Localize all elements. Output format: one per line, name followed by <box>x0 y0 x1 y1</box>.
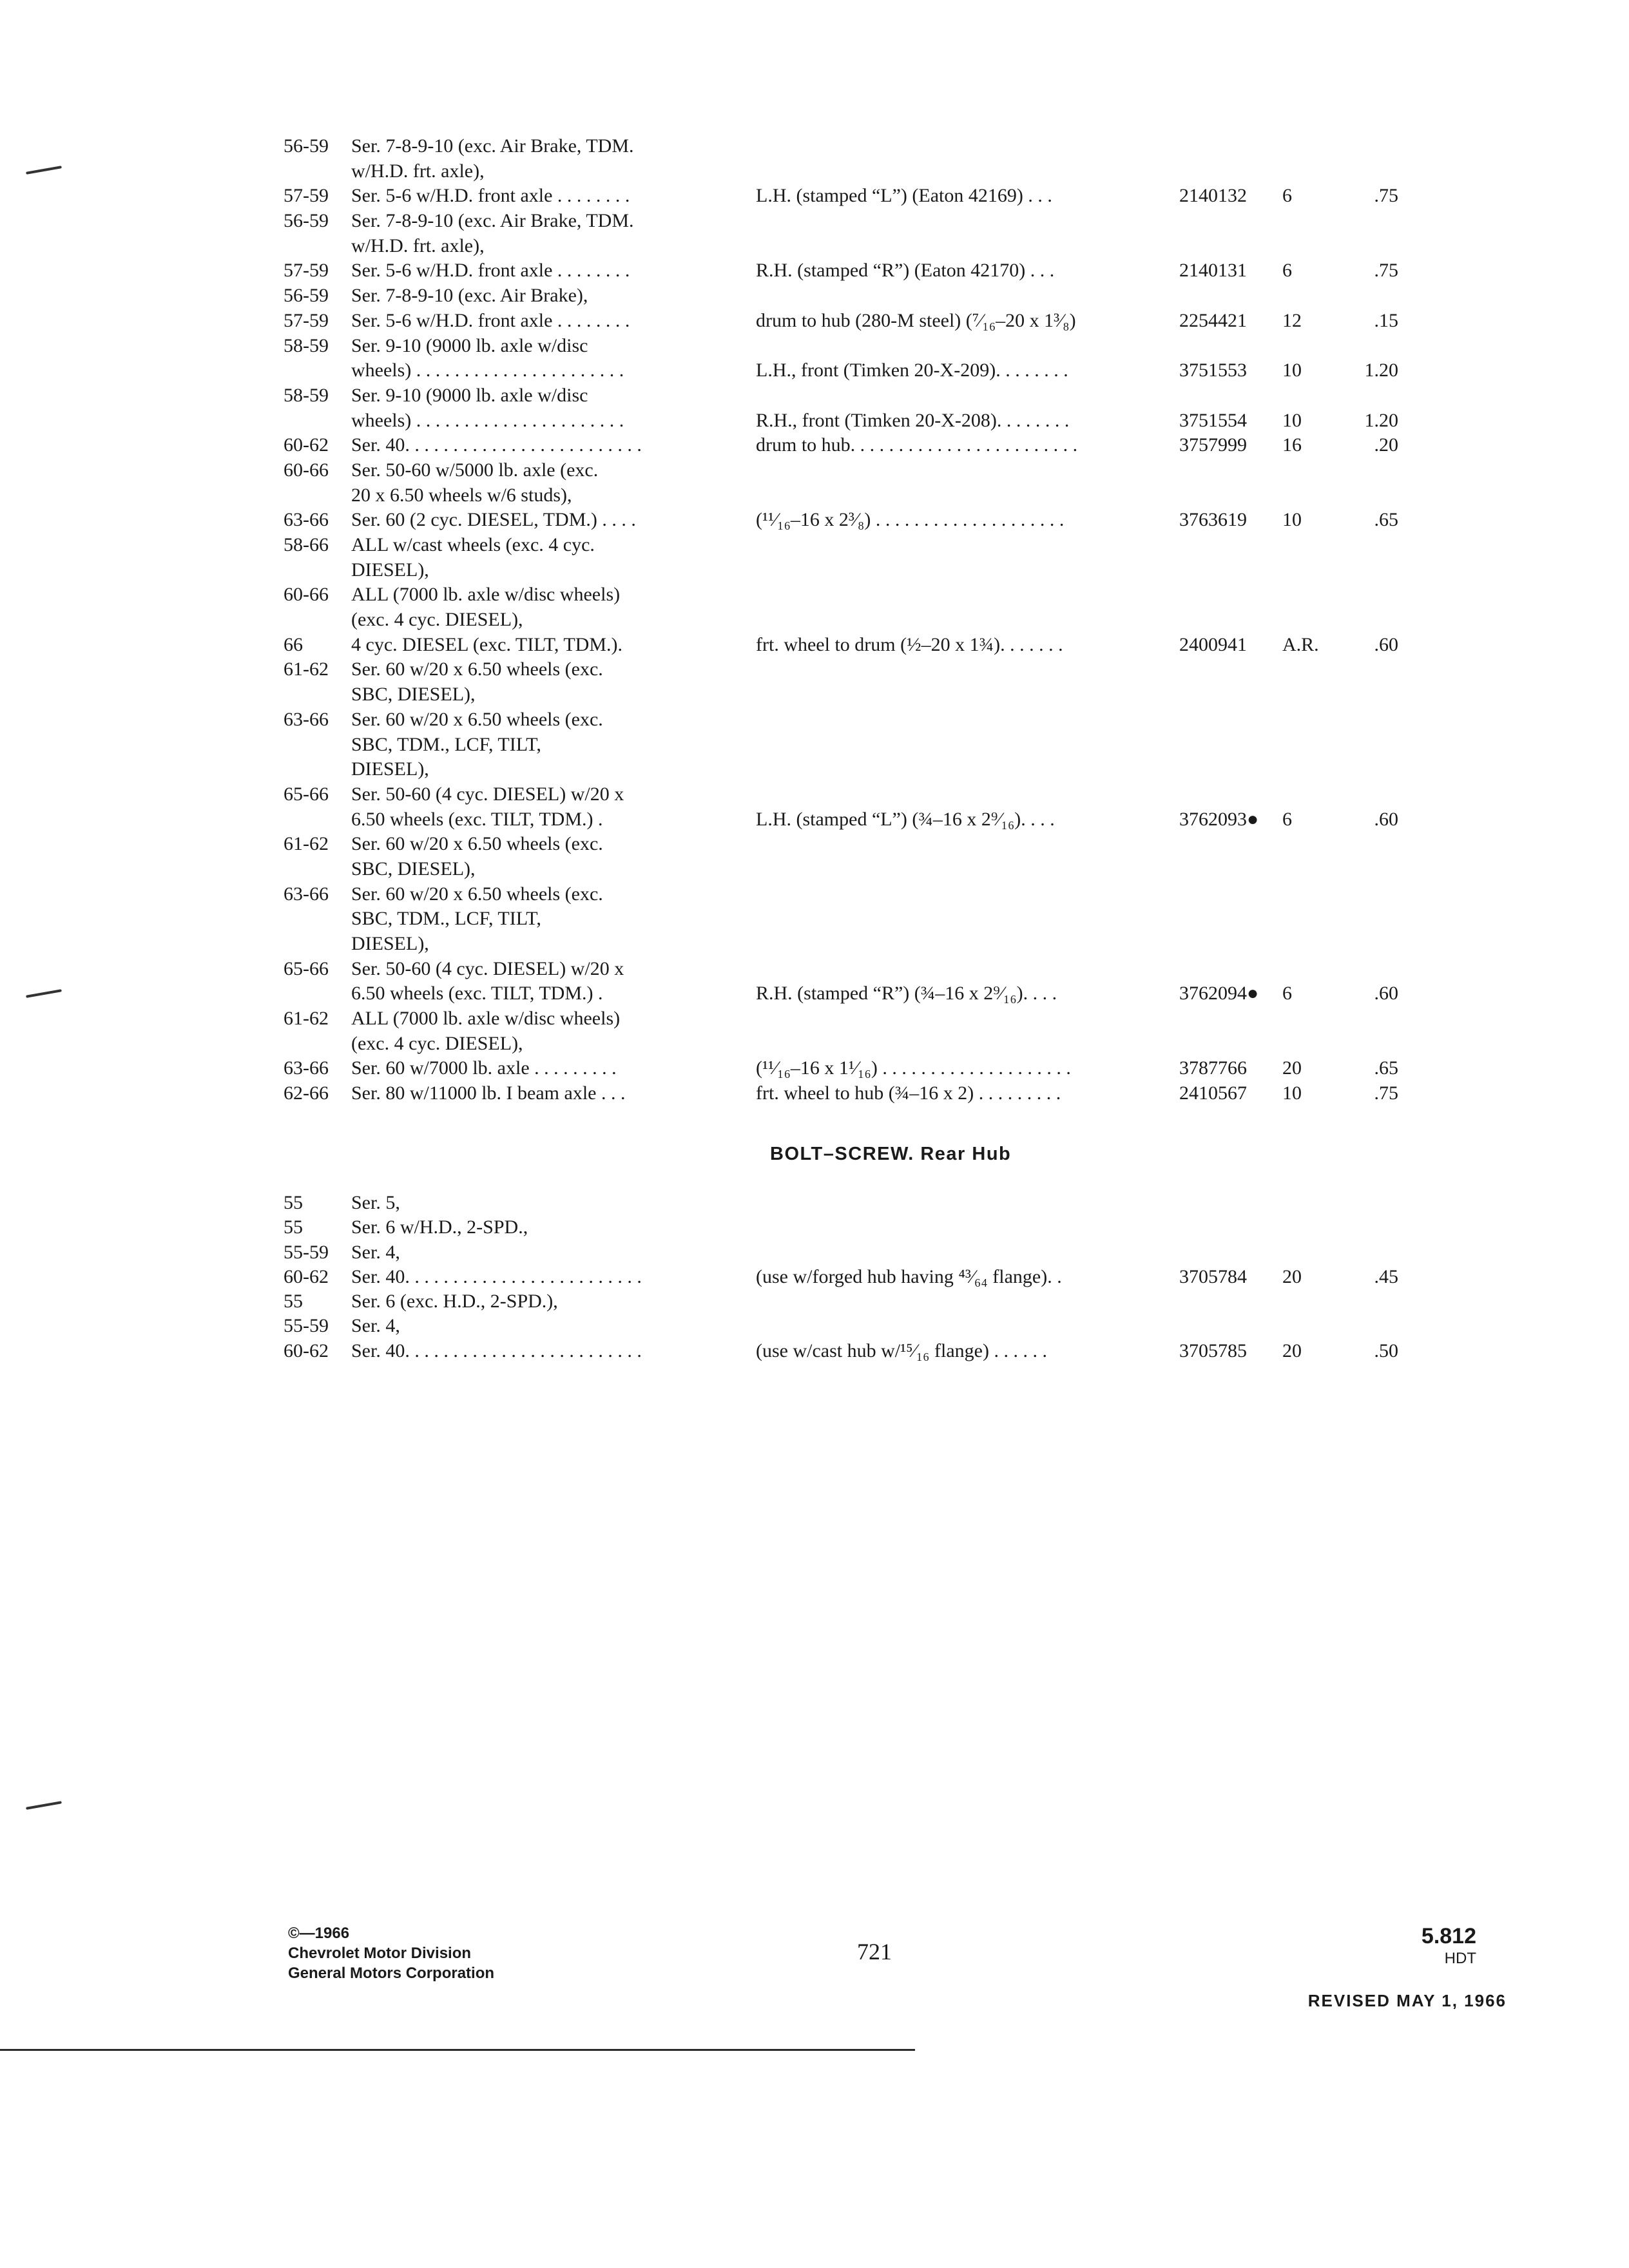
application: R.H. (stamped “R”) (Eaton 42170) . . . <box>756 260 1055 282</box>
table-row <box>284 284 1424 309</box>
part-number: 2140132 <box>1179 185 1247 207</box>
model-description: DIESEL), <box>351 758 429 780</box>
price: .50 <box>1374 1340 1398 1361</box>
part-number: 3762094● <box>1179 983 1259 1004</box>
model-description: w/H.D. frt. axle), <box>351 235 485 256</box>
application: drum to hub. . . . . . . . . . . . . . . . . . . . . . . . <box>756 434 1078 456</box>
year-range: 58-59 <box>284 384 329 406</box>
part-number: 3762093● <box>1179 808 1259 830</box>
application: R.H. (stamped “R”) (¾–16 x 2⁹⁄₁₆). . . . <box>756 983 1057 1004</box>
application: (use w/cast hub w/¹⁵⁄₁₆ flange) . . . . . . <box>756 1340 1047 1361</box>
front-hub-bolt-table <box>284 134 1424 1106</box>
table-row <box>284 907 1424 932</box>
table-row <box>284 383 1424 408</box>
year-range: 60-62 <box>284 1340 329 1361</box>
model-description: Ser. 50-60 (4 cyc. DIESEL) w/20 x <box>351 957 624 979</box>
quantity: 6 <box>1282 983 1292 1004</box>
year-range: 65-66 <box>284 783 329 805</box>
year-range: 63-66 <box>284 883 329 905</box>
price: .75 <box>1374 260 1398 282</box>
table-row <box>284 608 1424 633</box>
model-description: Ser. 40. . . . . . . . . . . . . . . . . . . . . . . . . <box>351 434 642 456</box>
corporation-line: General Motors Corporation <box>288 1965 495 1982</box>
year-range: 66 <box>284 633 303 655</box>
part-number: 3705784 <box>1179 1265 1247 1287</box>
rear-hub-bolt-table <box>284 1191 1424 1363</box>
section-code-block <box>1422 1923 1476 1968</box>
model-description: Ser. 50-60 w/5000 lb. axle (exc. <box>351 459 599 481</box>
model-description: 20 x 6.50 wheels w/6 studs), <box>351 484 572 506</box>
table-row <box>284 533 1424 558</box>
table-row <box>284 1314 1424 1338</box>
quantity: 16 <box>1282 434 1302 456</box>
year-range: 60-62 <box>284 434 329 456</box>
model-description: wheels) . . . . . . . . . . . . . . . . . . . . . . <box>351 409 624 431</box>
model-description: Ser. 80 w/11000 lb. I beam axle . . . <box>351 1082 626 1104</box>
price: .75 <box>1374 1082 1398 1104</box>
table-row <box>284 957 1424 982</box>
model-description: ALL (7000 lb. axle w/disc wheels) <box>351 1008 621 1030</box>
price: .45 <box>1374 1265 1398 1287</box>
price: .65 <box>1374 1057 1398 1079</box>
model-description: 4 cyc. DIESEL (exc. TILT, TDM.). <box>351 633 623 655</box>
year-range: 55 <box>284 1192 303 1213</box>
model-description: Ser. 5, <box>351 1192 400 1213</box>
quantity: 6 <box>1282 260 1292 282</box>
price: 1.20 <box>1364 409 1398 431</box>
table-row <box>284 981 1424 1006</box>
price: 1.20 <box>1364 360 1398 381</box>
table-row <box>284 1006 1424 1032</box>
year-range: 55 <box>284 1291 303 1312</box>
part-number: 3757999 <box>1179 434 1247 456</box>
model-description: 6.50 wheels (exc. TILT, TDM.) . <box>351 983 603 1004</box>
year-range: 57-59 <box>284 185 329 207</box>
part-number: 3751553 <box>1179 360 1247 381</box>
quantity: 10 <box>1282 360 1302 381</box>
model-description: Ser. 4, <box>351 1241 400 1263</box>
model-description: Ser. 40. . . . . . . . . . . . . . . . . . . . . . . . . <box>351 1265 642 1287</box>
table-row <box>284 309 1424 334</box>
year-range: 57-59 <box>284 260 329 282</box>
model-description: SBC, TDM., LCF, TILT, <box>351 733 541 755</box>
year-range: 55-59 <box>284 1241 329 1263</box>
part-number: 3787766 <box>1179 1057 1247 1079</box>
model-description: Ser. 60 w/20 x 6.50 wheels (exc. <box>351 658 603 680</box>
quantity: A.R. <box>1282 633 1319 655</box>
model-description: (exc. 4 cyc. DIESEL), <box>351 609 523 631</box>
section-code: HDT <box>1444 1950 1476 1967</box>
year-range: 58-66 <box>284 534 329 555</box>
model-description: Ser. 5-6 w/H.D. front axle . . . . . . . . <box>351 260 630 282</box>
model-description: Ser. 5-6 w/H.D. front axle . . . . . . . . <box>351 185 630 207</box>
model-description: DIESEL), <box>351 559 429 581</box>
model-description: SBC, TDM., LCF, TILT, <box>351 908 541 930</box>
table-row <box>284 633 1424 658</box>
model-description: Ser. 60 w/7000 lb. axle . . . . . . . . . <box>351 1057 617 1079</box>
binder-hole-mark <box>26 1801 62 1810</box>
model-description: Ser. 9-10 (9000 lb. axle w/disc <box>351 334 588 356</box>
year-range: 56-59 <box>284 210 329 232</box>
quantity: 6 <box>1282 808 1292 830</box>
table-row <box>284 458 1424 483</box>
table-row <box>284 682 1424 707</box>
year-range: 56-59 <box>284 285 329 307</box>
part-number: 2400941 <box>1179 633 1247 655</box>
price: .65 <box>1374 509 1398 531</box>
year-range: 63-66 <box>284 1057 329 1079</box>
quantity: 20 <box>1282 1340 1302 1361</box>
year-range: 55-59 <box>284 1315 329 1337</box>
table-row <box>284 433 1424 458</box>
division-line: Chevrolet Motor Division <box>288 1945 472 1962</box>
application: (use w/forged hub having ⁴³⁄₆₄ flange). . <box>756 1265 1062 1287</box>
table-row <box>284 932 1424 957</box>
price: .60 <box>1374 983 1398 1004</box>
model-description: Ser. 7-8-9-10 (exc. Air Brake, TDM. <box>351 210 634 232</box>
model-description: Ser. 60 (2 cyc. DIESEL, TDM.) . . . . <box>351 509 636 531</box>
model-description: ALL (7000 lb. axle w/disc wheels) <box>351 584 621 606</box>
year-range: 65-66 <box>284 957 329 979</box>
binder-hole-mark <box>26 166 62 175</box>
quantity: 10 <box>1282 509 1302 531</box>
year-range: 56-59 <box>284 135 329 157</box>
application: drum to hub (280-M steel) (⁷⁄₁₆–20 x 1³⁄₈) <box>756 309 1076 331</box>
application: frt. wheel to hub (¾–16 x 2) . . . . . . . . . <box>756 1082 1061 1104</box>
quantity: 6 <box>1282 185 1292 207</box>
year-range: 60-66 <box>284 459 329 481</box>
price: .60 <box>1374 633 1398 655</box>
application: L.H. (stamped “L”) (Eaton 42169) . . . <box>756 185 1052 207</box>
table-row <box>284 882 1424 907</box>
bottom-rule <box>0 2049 915 2051</box>
page-number: 721 <box>857 1939 892 1965</box>
model-description: Ser. 5-6 w/H.D. front axle . . . . . . . . <box>351 309 630 331</box>
year-range: 55 <box>284 1216 303 1238</box>
part-number: 2140131 <box>1179 260 1247 282</box>
part-number: 3705785 <box>1179 1340 1247 1361</box>
application: (¹¹⁄₁₆–16 x 2³⁄₈) . . . . . . . . . . . . . . . . . . . . <box>756 509 1065 531</box>
quantity: 20 <box>1282 1057 1302 1079</box>
year-range: 62-66 <box>284 1082 329 1104</box>
table-row <box>284 558 1424 583</box>
price: .75 <box>1374 185 1398 207</box>
table-row <box>284 1265 1424 1289</box>
section-number: 5.812 <box>1421 1924 1476 1948</box>
quantity: 10 <box>1282 1082 1302 1104</box>
model-description: Ser. 40. . . . . . . . . . . . . . . . . . . . . . . . . <box>351 1340 642 1361</box>
table-row <box>284 209 1424 234</box>
table-row <box>284 508 1424 533</box>
part-number: 3763619 <box>1179 509 1247 531</box>
quantity: 12 <box>1282 309 1302 331</box>
copyright-block <box>288 1923 494 1983</box>
year-range: 61-62 <box>284 833 329 855</box>
table-row <box>284 582 1424 608</box>
table-row <box>284 134 1424 159</box>
table-row <box>284 1081 1424 1106</box>
year-range: 60-66 <box>284 584 329 606</box>
table-row <box>284 707 1424 733</box>
application: R.H., front (Timken 20-X-208). . . . . . . . <box>756 409 1070 431</box>
table-row <box>284 483 1424 508</box>
model-description: SBC, DIESEL), <box>351 684 476 706</box>
year-range: 63-66 <box>284 708 329 730</box>
table-row <box>284 832 1424 857</box>
model-description: Ser. 60 w/20 x 6.50 wheels (exc. <box>351 883 603 905</box>
application: frt. wheel to drum (½–20 x 1¾). . . . . . . <box>756 633 1063 655</box>
table-row <box>284 857 1424 882</box>
table-row <box>284 334 1424 359</box>
year-range: 57-59 <box>284 309 329 331</box>
model-description: SBC, DIESEL), <box>351 858 476 879</box>
model-description: Ser. 50-60 (4 cyc. DIESEL) w/20 x <box>351 783 624 805</box>
model-description: Ser. 6 (exc. H.D., 2-SPD.), <box>351 1291 558 1312</box>
revision-date: REVISED MAY 1, 1966 <box>1307 1991 1507 2010</box>
quantity: 10 <box>1282 409 1302 431</box>
table-row <box>284 782 1424 807</box>
table-row <box>284 1191 1424 1215</box>
model-description: Ser. 7-8-9-10 (exc. Air Brake, TDM. <box>351 135 634 157</box>
table-row <box>284 358 1424 383</box>
table-row <box>284 1032 1424 1057</box>
part-number: 2410567 <box>1179 1082 1247 1104</box>
model-description: Ser. 7-8-9-10 (exc. Air Brake), <box>351 285 588 307</box>
model-description: DIESEL), <box>351 933 429 954</box>
year-range: 58-59 <box>284 334 329 356</box>
year-range: 63-66 <box>284 509 329 531</box>
model-description: Ser. 6 w/H.D., 2-SPD., <box>351 1216 528 1238</box>
table-row <box>284 159 1424 184</box>
copyright-line: ©—1966 <box>288 1925 350 1942</box>
application: L.H. (stamped “L”) (¾–16 x 2⁹⁄₁₆). . . . <box>756 808 1055 830</box>
table-row <box>284 408 1424 434</box>
quantity: 20 <box>1282 1265 1302 1287</box>
model-description: ALL w/cast wheels (exc. 4 cyc. <box>351 534 595 555</box>
table-row <box>284 184 1424 209</box>
application: (¹¹⁄₁₆–16 x 1¹⁄₁₆) . . . . . . . . . . . . . . . . . . . . <box>756 1057 1071 1079</box>
model-description: Ser. 60 w/20 x 6.50 wheels (exc. <box>351 708 603 730</box>
table-row <box>284 757 1424 782</box>
model-description: Ser. 60 w/20 x 6.50 wheels (exc. <box>351 833 603 855</box>
table-row <box>284 657 1424 682</box>
year-range: 61-62 <box>284 1008 329 1030</box>
application: L.H., front (Timken 20-X-209). . . . . . . . <box>756 360 1068 381</box>
model-description: 6.50 wheels (exc. TILT, TDM.) . <box>351 808 603 830</box>
table-row <box>284 258 1424 284</box>
table-row <box>284 733 1424 758</box>
year-range: 61-62 <box>284 658 329 680</box>
model-description: w/H.D. frt. axle), <box>351 160 485 182</box>
part-number: 3751554 <box>1179 409 1247 431</box>
table-row <box>284 234 1424 259</box>
year-range: 60-62 <box>284 1265 329 1287</box>
section-heading: BOLT–SCREW. Rear Hub <box>770 1144 1012 1164</box>
part-number: 2254421 <box>1179 309 1247 331</box>
price: .15 <box>1374 309 1398 331</box>
model-description: Ser. 4, <box>351 1315 400 1337</box>
table-row <box>284 1056 1424 1081</box>
table-row <box>284 1289 1424 1314</box>
price: .60 <box>1374 808 1398 830</box>
price: .20 <box>1374 434 1398 456</box>
model-description: (exc. 4 cyc. DIESEL), <box>351 1032 523 1054</box>
model-description: wheels) . . . . . . . . . . . . . . . . . . . . . . <box>351 360 624 381</box>
table-row <box>284 1240 1424 1265</box>
model-description: Ser. 9-10 (9000 lb. axle w/disc <box>351 384 588 406</box>
binder-hole-mark <box>26 989 62 998</box>
table-row <box>284 1339 1424 1363</box>
table-row <box>284 1215 1424 1240</box>
table-row <box>284 807 1424 832</box>
